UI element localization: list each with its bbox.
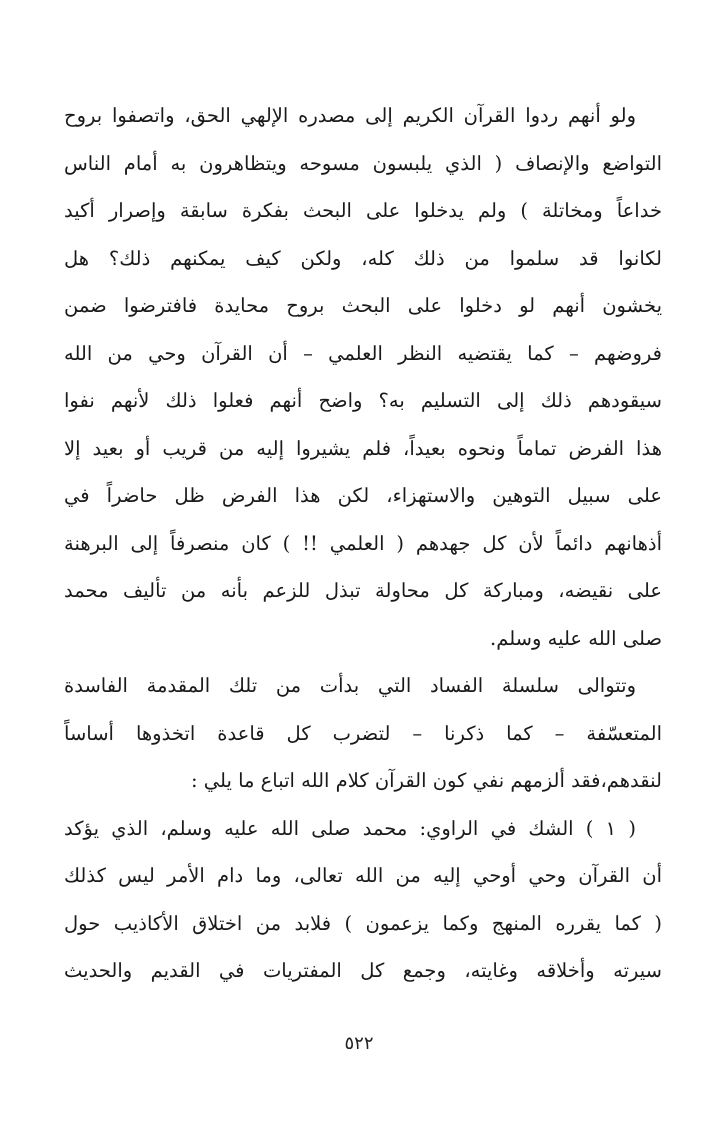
text-line-12: صلى الله عليه وسلم.: [490, 626, 662, 650]
text-line-15: لنقدهم،فقد ألزمهم نفي كون القرآن كلام الله اتباع ما يلي :: [190, 769, 662, 792]
page-number: ٥٢٢: [344, 1033, 374, 1054]
text-line-16: ( ١ ) الشك في الراوي: محمد صلى الله عليه وسلم، الذي يؤكد: [64, 816, 636, 840]
text-line-18: ( كما يقرره المنهج وكما يزعمون ) فلابد من اختلاق الأكاذيب حول: [64, 911, 662, 935]
text-line-10: أذهانهم دائماً لأن كل جهدهم ( العلمي !! ) كان منصرفاً إلى البرهنة: [64, 531, 662, 555]
text-line-2: التواضع والإنصاف ( الذي يلبسون مسوحه ويتظاهرون به أمام الناس: [64, 151, 662, 175]
text-line-4: لكانوا قد سلموا من ذلك كله، ولكن كيف يمكنهم ذلك؟ هل: [64, 246, 662, 270]
text-line-7: سيقودهم ذلك إلى التسليم به؟ واضح أنهم فعلوا ذلك لأنهم نفوا: [64, 389, 662, 412]
body-text: [64, 92, 662, 995]
text-line-13: وتتوالى سلسلة الفساد التي بدأت من تلك المقدمة الفاسدة: [64, 674, 636, 697]
text-line-9: على سبيل التوهين والاستهزاء، لكن هذا الفرض ظل حاضراً في: [64, 484, 662, 507]
text-line-19: سيرته وأخلاقه وغايته، وجمع كل المفتريات في القديم والحديث: [64, 959, 662, 982]
text-line-3: خداعاً ومخاتلة ) ولم يدخلوا على البحث بفكرة سابقة وإصرار أكيد: [64, 199, 662, 222]
text-line-8: هذا الفرض تماماً ونحوه بعيداً، فلم يشيروا إليه من قريب أو بعيد إلا: [64, 436, 662, 460]
text-line-11: على نقيضه، ومباركة كل محاولة تبذل للزعم بأنه من تأليف محمد: [64, 579, 662, 602]
text-line-6: فروضهم – كما يقتضيه النظر العلمي – أن القرآن وحي من الله: [64, 341, 662, 365]
text-line-14: المتعسّفة – كما ذكرنا – لتضرب كل قاعدة اتخذوها أساساً: [64, 721, 662, 745]
text-line-17: أن القرآن وحي أوحي إليه من الله تعالى، وما دام الأمر ليس كذلك: [64, 864, 662, 887]
text-line-5: يخشون أنهم لو دخلوا على البحث بروح محايدة فافترضوا ضمن: [64, 294, 662, 317]
text-line-1: ولو أنهم ردوا القرآن الكريم إلى مصدره الإلهي الحق، واتصفوا بروح: [64, 104, 636, 127]
